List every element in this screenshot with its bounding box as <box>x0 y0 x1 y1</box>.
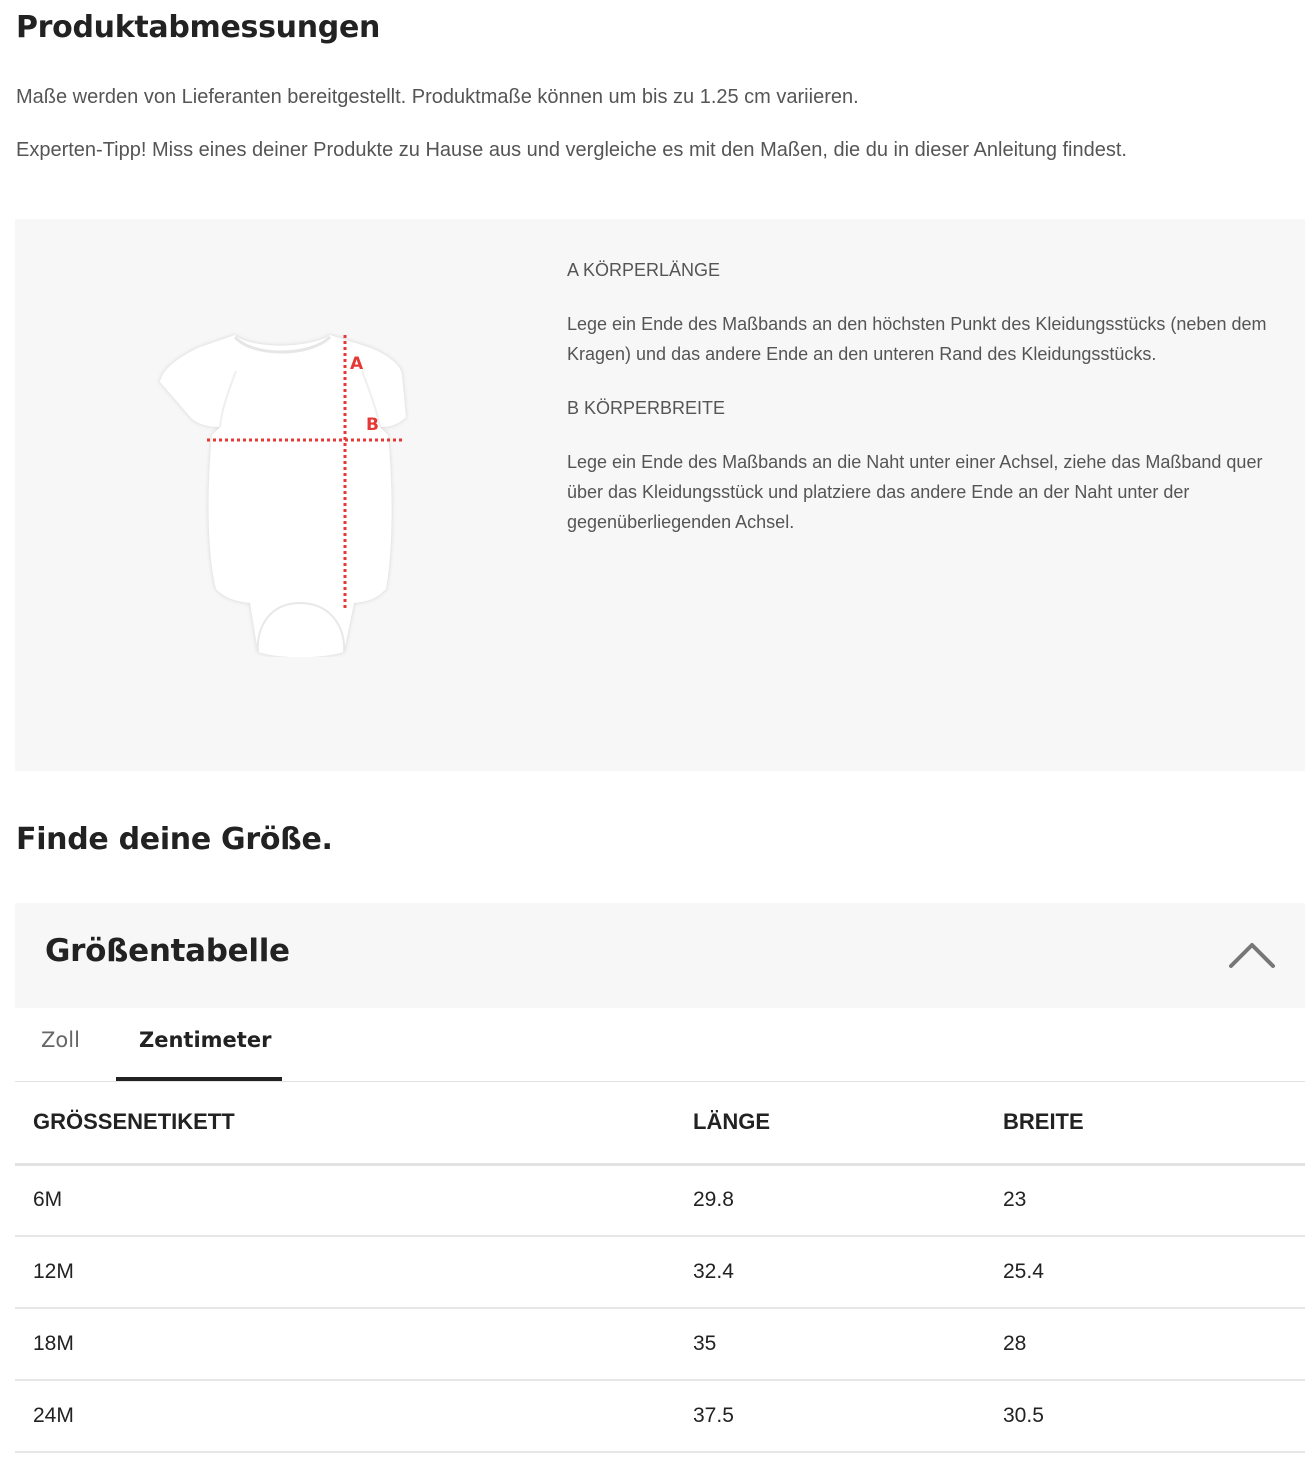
bodysuit-illustration <box>140 327 430 657</box>
cell-width: 28 <box>985 1308 1305 1380</box>
table-row <box>15 1308 1305 1380</box>
size-chart-accordion-header[interactable] <box>15 903 1305 1008</box>
measurement-b-description: Lege ein Ende des Maßbands an die Naht unter einer Achsel, ziehe das Maßband quer über das Kleidungsstück und platziere das andere Ende an der Naht unter der gegenüberliegenden Achsel. <box>567 452 1263 532</box>
bodysuit-image <box>140 327 430 657</box>
table-row <box>15 1380 1305 1452</box>
marker-b: B <box>366 415 379 435</box>
table-row <box>15 1236 1305 1308</box>
size-table <box>15 1082 1305 1453</box>
cell-width: 30.5 <box>985 1380 1305 1452</box>
measurement-a-description: Lege ein Ende des Maßbands an den höchsten Punkt des Kleidungsstücks (neben dem Kragen) und das andere Ende an den unteren Rand des Kleidungsstücks. <box>567 314 1267 364</box>
tab-centimeters[interactable]: Zentimeter <box>139 1028 272 1052</box>
cell-length: 32.4 <box>675 1236 985 1308</box>
cell-size: 18M <box>15 1308 675 1380</box>
cell-width: 25.4 <box>985 1236 1305 1308</box>
bodysuit-body <box>160 335 406 657</box>
page-title: Produktabmessungen <box>16 10 381 45</box>
header-length: LÄNGE <box>675 1082 985 1164</box>
header-size-label: GRÖSSENETIKETT <box>15 1082 675 1164</box>
cell-size: 12M <box>15 1236 675 1308</box>
header-width: BREITE <box>985 1082 1305 1164</box>
tab-inches[interactable]: Zoll <box>41 1028 80 1052</box>
marker-a: A <box>350 354 364 374</box>
size-chart-title: Größentabelle <box>45 933 290 969</box>
cell-size: 24M <box>15 1380 675 1452</box>
unit-tabs <box>15 1008 1305 1082</box>
measurement-a-label: A KÖRPERLÄNGE <box>567 260 721 280</box>
size-finder-title: Finde deine Größe. <box>16 822 333 857</box>
cell-length: 37.5 <box>675 1380 985 1452</box>
cell-width: 23 <box>985 1164 1305 1236</box>
cell-size: 6M <box>15 1164 675 1236</box>
supplier-note: Maße werden von Lieferanten bereitgestellt. Produktmaße können um bis zu 1.25 cm variieren. <box>16 86 859 108</box>
table-row <box>15 1164 1305 1236</box>
active-tab-indicator <box>116 1077 282 1081</box>
measurement-b-label: B KÖRPERBREITE <box>567 398 726 418</box>
cell-length: 35 <box>675 1308 985 1380</box>
measurement-guide-panel <box>15 219 1305 771</box>
measurement-instructions <box>567 255 1267 561</box>
cell-length: 29.8 <box>675 1164 985 1236</box>
chevron-up-icon[interactable] <box>1227 939 1277 971</box>
table-header-row <box>15 1082 1305 1164</box>
expert-tip: Experten-Tipp! Miss eines deiner Produkte zu Hause aus und vergleiche es mit den Maßen, die du in dieser Anleitung findest. <box>16 139 1127 161</box>
